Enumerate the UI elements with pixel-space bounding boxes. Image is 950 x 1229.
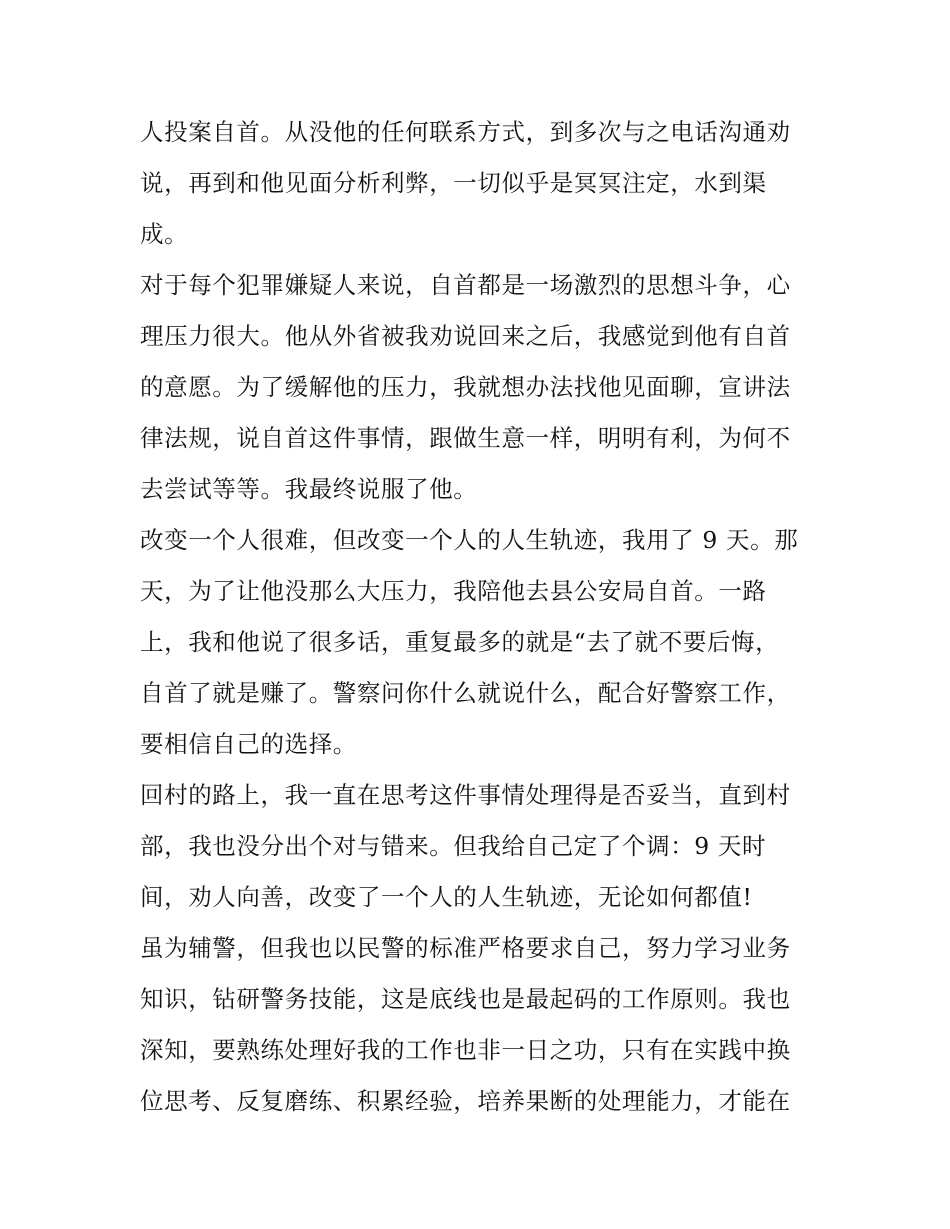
text-line: 位思考、反复磨练、积累经验，培养果断的处理能力，才能在 [140,1087,791,1115]
text-line: 成。 [140,220,189,248]
text-line: 回村的路上，我一直在思考这件事情处理得是否妥当，直到村 [140,781,791,809]
text-line: 自首了就是赚了。警察问你什么就说什么，配合好警察工作， [140,679,791,707]
text-line: 理压力很大。他从外省被我劝说回来之后，我感觉到他有自首 [140,322,791,350]
text-line: 间，劝人向善，改变了一个人的人生轨迹，无论如何都值! [140,883,753,911]
text-line: 律法规，说自首这件事情，跟做生意一样，明明有利，为何不 [140,424,791,452]
text-line: 深知，要熟练处理好我的工作也非一日之功，只有在实践中换 [140,1036,791,1064]
text-line: 虽为辅警，但我也以民警的标准严格要求自己，努力学习业务 [140,934,791,962]
text-line: 天，为了让他没那么大压力，我陪他去县公安局自首。一路 [140,577,767,605]
text-line: 要相信自己的选择。 [140,730,357,758]
text-line: 的意愿。为了缓解他的压力，我就想办法找他见面聊，宣讲法 [140,373,791,401]
text-line: 说，再到和他见面分析利弊，一切似乎是冥冥注定，水到渠 [140,169,767,197]
document-body [140,107,820,1127]
text-line: 上，我和他说了很多话，重复最多的就是“去了就不要后悔， [140,628,780,656]
text-line: 部，我也没分出个对与错来。但我给自己定了个调：9 天时 [140,832,767,860]
text-line: 知识，钻研警务技能，这是底线也是最起码的工作原则。我也 [140,985,791,1013]
text-line: 去尝试等等。我最终说服了他。 [140,475,478,503]
text-line: 人投案自首。从没他的任何联系方式，到多次与之电话沟通劝 [140,118,791,146]
text-line: 改变一个人很难，但改变一个人的人生轨迹，我用了 9 天。那 [140,526,799,554]
text-line: 对于每个犯罪嫌疑人来说，自首都是一场激烈的思想斗争，心 [140,271,791,299]
